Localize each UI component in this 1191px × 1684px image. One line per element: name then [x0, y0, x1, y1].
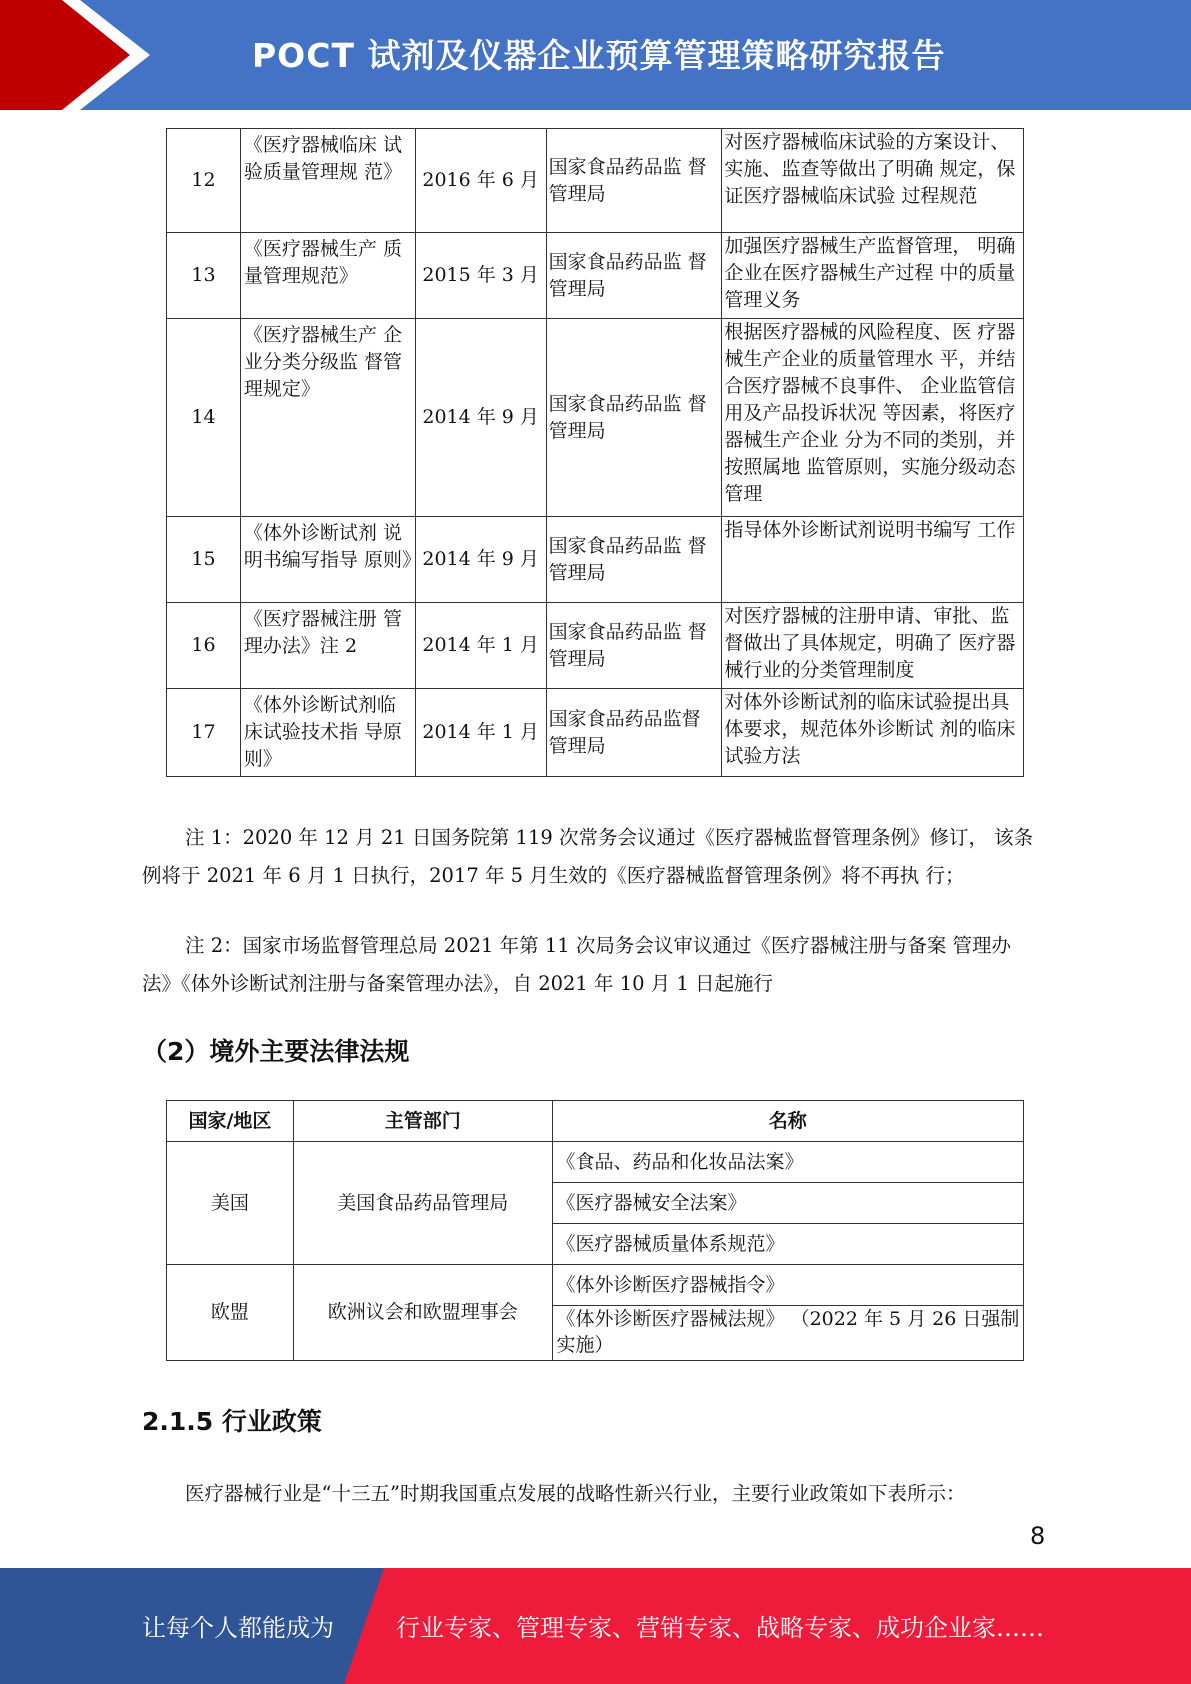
table-row [167, 1265, 1024, 1306]
row-number: 12 [167, 129, 241, 233]
table-row [167, 689, 1024, 777]
industry-policy-paragraph: 医疗器械行业是“十三五”时期我国重点发展的战略性新兴行业，主要行业政策如下表所示： [185, 1482, 966, 1505]
regulation-name: 《体外诊断试剂临床试验技术指 导原则》 [240, 689, 415, 777]
law-name-cell: 《食品、药品和化妆品法案》 [552, 1142, 1023, 1183]
region-cell: 美国 [167, 1142, 294, 1265]
department-cell: 美国食品药品管理局 [293, 1142, 552, 1265]
issuing-authority: 国家食品药品监 督管理局 [546, 319, 722, 517]
regulation-name: 《医疗器械生产 质量管理规范》 [240, 233, 415, 319]
row-number: 17 [167, 689, 241, 777]
note-2: 注 2：国家市场监督管理总局 2021 年第 11 次局务会议审议通过《医疗器械注册与备案 管理办法》《体外诊断试剂注册与备案管理办法》，自 2021 年 10 月 1 日起施行 [142, 934, 1012, 995]
table-row [167, 319, 1024, 517]
regulation-name: 《体外诊断试剂 说明书编写指导 原则》 [240, 517, 415, 603]
law-name-cell: 《体外诊断医疗器械法规》 （2022 年 5 月 26 日强制实施） [552, 1306, 1023, 1361]
note-1: 注 1：2020 年 12 月 21 日国务院第 119 次常务会议通过《医疗器械监督管理条例》修订， 该条例将于 2021 年 6 月 1 日执行，2017 年 5 月生效的《医疗器械监督管理条例》将不再执 行； [142, 826, 1034, 887]
overseas-laws-table [166, 1100, 1024, 1361]
table-header-row [167, 1101, 1024, 1142]
industry-policy-heading: 2.1.5 行业政策 [142, 1407, 322, 1436]
table-row [167, 1142, 1024, 1183]
regulation-name: 《医疗器械注册 管理办法》注 2 [240, 603, 415, 689]
region-cell: 欧盟 [167, 1265, 294, 1361]
footer-slogan-left: 让每个人都能成为 [142, 1614, 334, 1642]
table-row [167, 233, 1024, 319]
column-header-region: 国家/地区 [167, 1101, 294, 1142]
row-number: 14 [167, 319, 241, 517]
table-row [167, 603, 1024, 689]
regulation-description: 对体外诊断试剂的临床试验提出具体要求，规范体外诊断试 剂的临床试验方法 [722, 689, 1024, 777]
regulation-name: 《医疗器械生产 企业分类分级监 督管理规定》 [240, 319, 415, 517]
issuing-authority: 国家食品药品监督管理局 [546, 689, 722, 777]
issuing-authority: 国家食品药品监 督管理局 [546, 129, 722, 233]
regulation-description: 指导体外诊断试剂说明书编写 工作 [722, 517, 1024, 603]
regulation-description: 根据医疗器械的风险程度、医 疗器械生产企业的质量管理水 平，并结合医疗器械不良事件、 企业监管信用及产品投诉状况 等因素，将医疗器械生产企业 分为不同的类别，并按照属地 监管原则，实施分级动态管理 [722, 319, 1024, 517]
regulation-description: 对医疗器械临床试验的方案设计、实施、监查等做出了明确 规定，保证医疗器械临床试验 过程规范 [722, 129, 1024, 233]
issuing-authority: 国家食品药品监 督管理局 [546, 233, 722, 319]
regulation-name: 《医疗器械临床 试验质量管理规 范》 [240, 129, 415, 233]
row-number: 16 [167, 603, 241, 689]
footer-slogan-right: 行业专家、管理专家、营销专家、战略专家、成功企业家…… [396, 1614, 1044, 1642]
table-row [167, 517, 1024, 603]
issue-date: 2015 年 3 月 [415, 233, 546, 319]
page-footer [0, 1568, 1191, 1684]
regulation-description: 对医疗器械的注册申请、审批、监督做出了具体规定，明确了 医疗器械行业的分类管理制度 [722, 603, 1024, 689]
issuing-authority: 国家食品药品监 督管理局 [546, 603, 722, 689]
department-cell: 欧洲议会和欧盟理事会 [293, 1265, 552, 1361]
law-name-cell: 《医疗器械安全法案》 [552, 1183, 1023, 1224]
report-title: POCT 试剂及仪器企业预算管理策略研究报告 [252, 36, 946, 75]
row-number: 13 [167, 233, 241, 319]
issue-date: 2014 年 9 月 [415, 319, 546, 517]
domestic-regulations-table [166, 128, 1024, 777]
row-number: 15 [167, 517, 241, 603]
overseas-laws-heading: （2）境外主要法律法规 [142, 1037, 410, 1066]
page-header [0, 0, 1191, 110]
issuing-authority: 国家食品药品监 督管理局 [546, 517, 722, 603]
column-header-department: 主管部门 [293, 1101, 552, 1142]
page-number: 8 [1030, 1522, 1046, 1550]
issue-date: 2014 年 1 月 [415, 689, 546, 777]
law-name-cell: 《医疗器械质量体系规范》 [552, 1224, 1023, 1265]
regulation-description: 加强医疗器械生产监督管理， 明确企业在医疗器械生产过程 中的质量管理义务 [722, 233, 1024, 319]
issue-date: 2014 年 9 月 [415, 517, 546, 603]
column-header-name: 名称 [552, 1101, 1023, 1142]
table-row [167, 129, 1024, 233]
law-name-cell: 《体外诊断医疗器械指令》 [552, 1265, 1023, 1306]
issue-date: 2016 年 6 月 [415, 129, 546, 233]
issue-date: 2014 年 1 月 [415, 603, 546, 689]
